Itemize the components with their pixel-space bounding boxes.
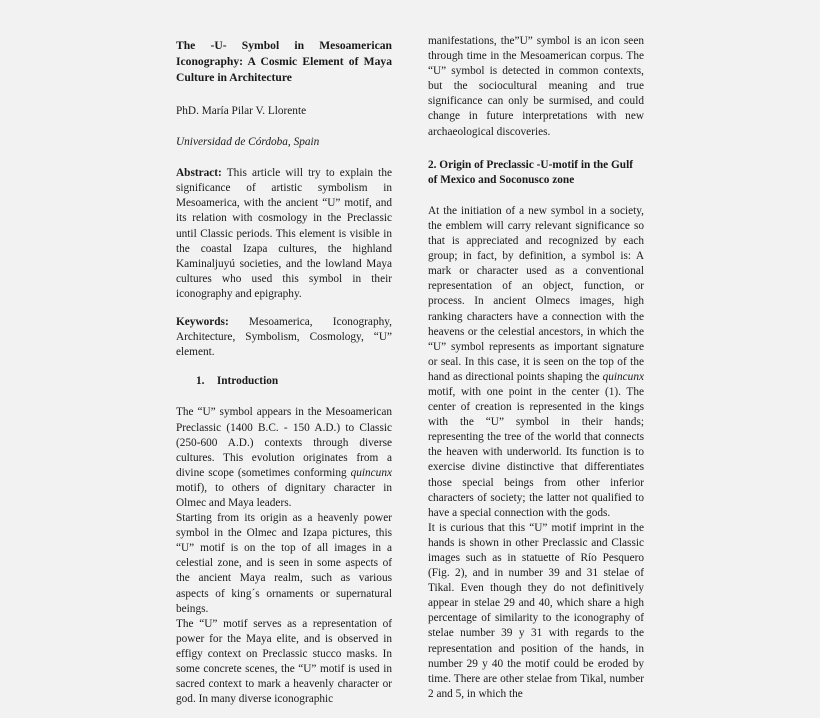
intro-paragraph-2: Starting from its origin as a heavenly power symbol in the Olmec and Izapa pictures, this “U” motif is on the top of all images in a celestial zone, and is seen in some aspects of the ancient Maya realm, such as various aspects of king´s ornaments or supernatural beings. (176, 512, 392, 615)
origin-paragraph-1 (428, 204, 644, 521)
abstract-label: Abstract: (176, 167, 222, 180)
section-number: 1. (196, 375, 205, 388)
keywords-text: Mesoamerica, Iconography, Architecture, Symbolism, Cosmology, “U” element. (176, 316, 392, 359)
origin-p1-text-a: At the initiation of a new symbol in a society, the emblem will carry relevant significance so that is appreciated and recognized by each group; in fact, by definition, a symbol is: A mark or character used as a conventional representation of an object, function, or process. In ancient Olmecs images, high ranking characters have a connection with the heavens or the celestial ancestors, in which the “U” symbol represents as important signature or seal. In this case, it is seen on the top of the hand as directional points shaping the (428, 204, 644, 383)
intro-p1-text-b: motif), to others of dignitary character in Olmec and Maya leaders. (176, 481, 392, 509)
keywords (176, 315, 392, 360)
origin-p1-text-b: motif, with one point in the center (1). The center of creation is represented in the kings with the “U” symbol in their hands; representing the tree of the world that connects the heaven with underworld. Its function is to exercise divine distinctive that differentiates those special beings from other inferior characters of society; the latter not qualified to have a special connection with the gods. (428, 385, 644, 519)
intro-paragraph-1 (176, 405, 392, 511)
left-column (176, 34, 392, 707)
keywords-label: Keywords: (176, 316, 229, 329)
origin-paragraph-2: It is curious that this “U” motif imprint in the hands is shown in other Preclassic and Classic images such as in statuette of Río Pesquero (Fig. 2), and in number 39 and 31 stelae of Tikal. Even though they do not definitively appear in stelae 29 and 40, which share a high percentage of similarity to the iconography of stelae number 39 y 31 with regards to the representation and position of the hands, in number 29 y 40 the motif could be eroded by time. There are other stelae from Tikal, number 2 and 5, in which the (428, 521, 644, 700)
abstract (176, 166, 392, 302)
right-column (428, 34, 644, 702)
affiliation: Universidad de Córdoba, Spain (176, 136, 320, 149)
section-heading-introduction (196, 374, 392, 389)
origin-p1-italic: quincunx (602, 370, 644, 383)
right-paragraph-1: manifestations, the”U” symbol is an icon seen through time in the Mesoamerican corpus. The “U” symbol is detected in common contexts, but the sociocultural meaning and true significance can only be surmised, and could change in future interpretations with new archaeological discoveries. (428, 35, 644, 138)
intro-p1-text-a: The “U” symbol appears in the Mesoamerican Preclassic (1400 B.C. - 150 A.D.) to Classic (250-600 A.D.) contexts through diverse cultures. This evolution originates from a divine scope (sometimes conforming (176, 406, 392, 479)
abstract-text: This article will try to explain the significance of artistic symbolism in Mesoamerica, with the ancient “U” motif, and its relation with cosmology in the Preclassic until Classic periods. This element is visible in the coastal Izapa cultures, the highland Kaminaljuyú societies, and the lowland Maya cultures who used this symbol in their iconography and epigraphy. (176, 167, 392, 300)
paper-title: The -U- Symbol in Mesoamerican Iconography: A Cosmic Element of Maya Culture in Architecture (176, 39, 392, 84)
author-name: PhD. María Pilar V. Llorente (176, 105, 307, 117)
section-heading-origin: 2. Origin of Preclassic -U-motif in the Gulf of Mexico and Soconusco zone (428, 158, 633, 186)
section-title: Introduction (216, 375, 279, 388)
intro-paragraph-3: The “U” motif serves as a representation of power for the Maya elite, and is observed in effigy context on Preclassic stucco masks. In some concrete scenes, the “U” motif is used in sacred context to mark a heavenly character or god. In many diverse iconographic (176, 617, 392, 706)
intro-p1-italic: quincunx (350, 466, 392, 479)
